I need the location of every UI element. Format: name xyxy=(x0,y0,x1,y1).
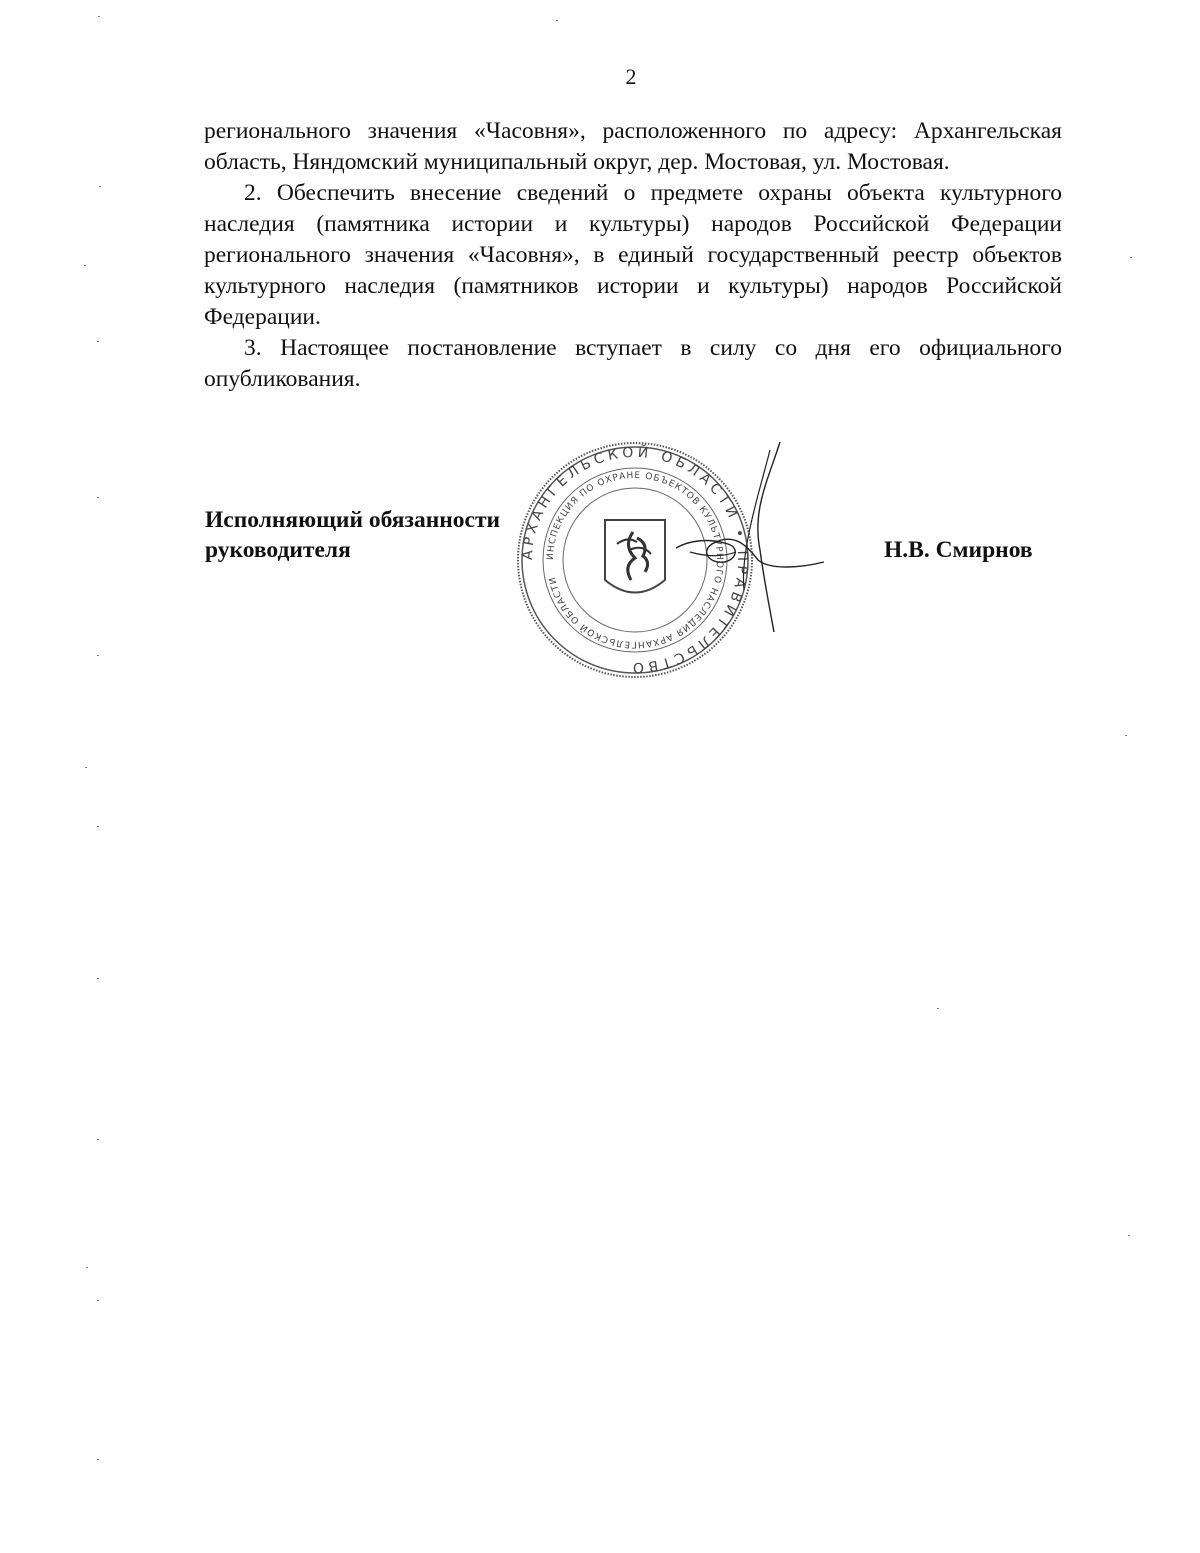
signatory-title-line2: руководителя xyxy=(205,537,351,563)
handwritten-signature xyxy=(640,440,840,640)
paragraph-item-2: 2. Обеспечить внесение сведений о предмете охраны объекта культурного наследия (памятника истории и культуры) народов Российской Федерации регионального значения «Часовня», в единый государственный реестр объектов культурного наследия (памятников истории и культуры) народов Российской Федерации. xyxy=(204,180,1062,330)
signatory-title xyxy=(205,505,500,565)
document-body xyxy=(204,116,1062,395)
paragraph-item-3: 3. Настоящее постановление вступает в силу со дня его официального опубликования. xyxy=(204,335,1062,392)
page-number: 2 xyxy=(625,64,637,89)
seal-outer-text: АРХАНГЕЛЬСКОЙ ОБЛАСТИ • ПРАВИТЕЛЬСТВО xyxy=(519,444,751,676)
seal-inner-text: ИНСПЕКЦИЯ ПО ОХРАНЕ ОБЪЕКТОВ КУЛЬТУРНОГО НАСЛЕДИЯ АРХАНГЕЛЬСКОЙ ОБЛАСТИ xyxy=(545,470,725,650)
paragraph-continuation: регионального значения «Часовня», расположенного по адресу: Архангельская область, Няндомский муниципальный округ, дер. Мостовая, ул. Мостовая. xyxy=(204,118,1062,175)
signatory-name: Н.В. Смирнов xyxy=(884,537,1033,563)
signatory-title-line1: Исполняющий обязанности xyxy=(205,507,501,533)
